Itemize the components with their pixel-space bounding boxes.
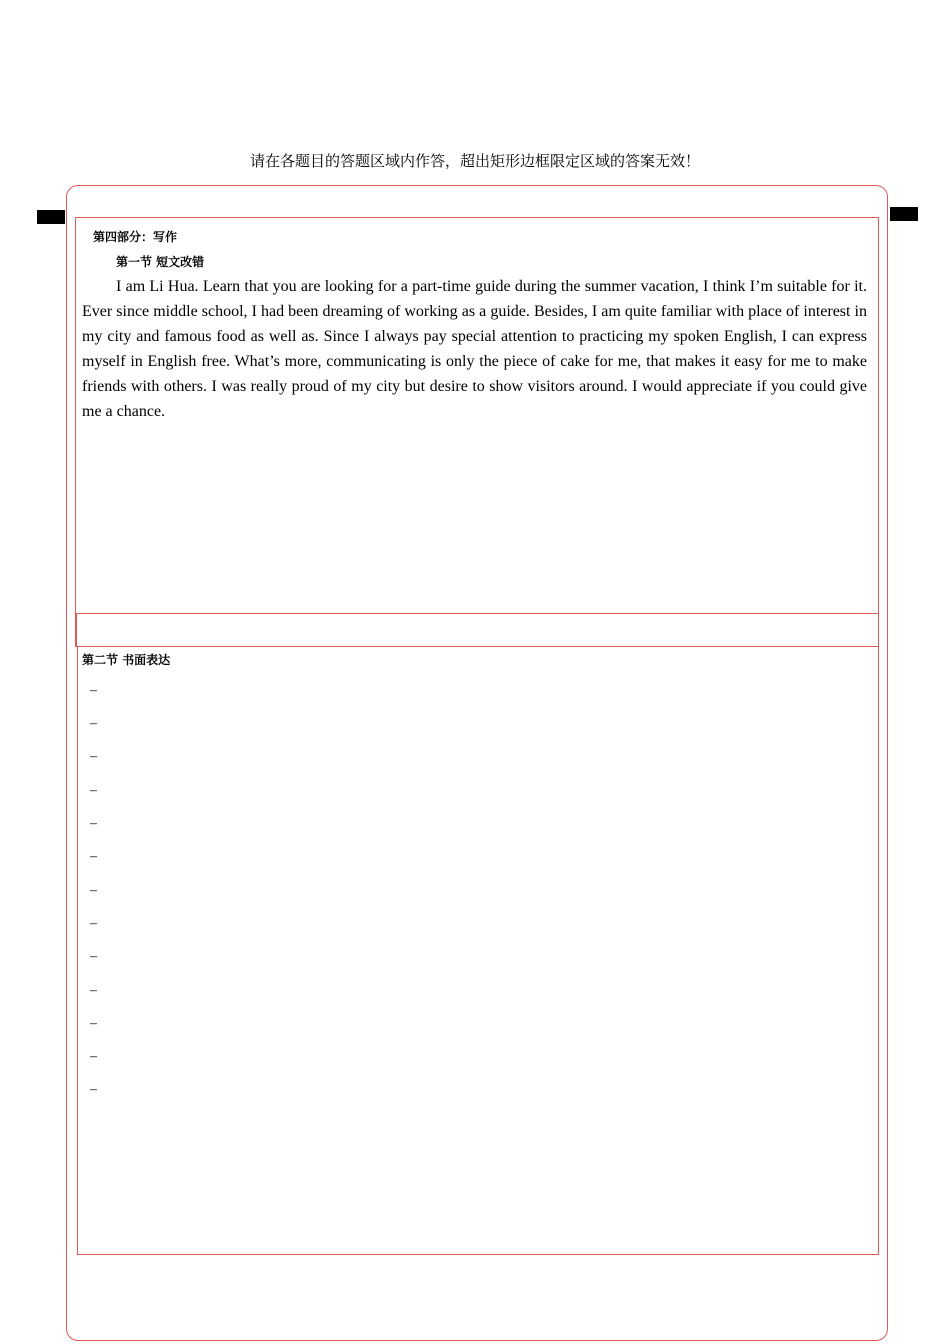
writing-line[interactable]: –	[90, 883, 97, 898]
writing-line[interactable]: –	[90, 716, 97, 731]
writing-line[interactable]: –	[90, 949, 97, 964]
alignment-marker-left	[37, 210, 65, 224]
separator-strip-box	[76, 613, 879, 647]
writing-line[interactable]: –	[90, 983, 97, 998]
section1-title: 第一节 短文改错	[116, 255, 205, 269]
writing-answer-box	[77, 646, 879, 1255]
section2-title: 第二节 书面表达	[82, 653, 171, 667]
writing-line[interactable]: –	[90, 783, 97, 798]
writing-line[interactable]: –	[90, 816, 97, 831]
writing-line[interactable]: –	[90, 849, 97, 864]
writing-line[interactable]: –	[90, 1082, 97, 1097]
writing-line[interactable]: –	[90, 1049, 97, 1064]
alignment-marker-right	[890, 207, 918, 221]
writing-line[interactable]: –	[90, 916, 97, 931]
error-correction-passage: I am Li Hua. Learn that you are looking for a part-time guide during the summer vacation, I think I’m suitable for it. Ever since middle school, I had been dreaming of working as a guide. Besides, I am quite familiar with place of interest in my city and famous food as well as. Since I always pay special attention to practicing my spoken English, I can express myself in English free. What’s more, communicating is only the piece of cake for me, that makes it easy for me to make friends with others. I was really proud of my city but desire to show visitors around. I would appreciate if you could give me a chance.	[82, 278, 867, 420]
answer-area-notice: 请在各题目的答题区域内作答，超出矩形边框限定区域的答案无效！	[249, 152, 700, 170]
writing-line[interactable]: –	[90, 683, 97, 698]
writing-line[interactable]: –	[90, 1016, 97, 1031]
part-title: 第四部分：写作	[93, 230, 178, 244]
writing-line[interactable]: –	[90, 749, 97, 764]
